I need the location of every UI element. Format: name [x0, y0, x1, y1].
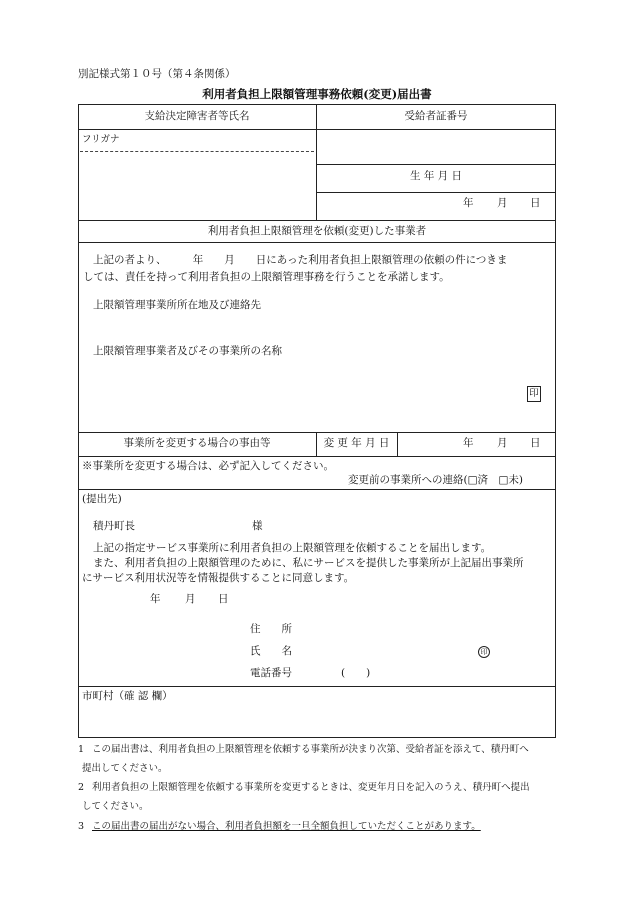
provider-address-label: 上限額管理事業所所在地及び連絡先 [93, 299, 261, 311]
mayor-label: 積丹町長 [93, 520, 135, 532]
submission-year-label: 年 [150, 593, 161, 605]
note-1-number: 1 [78, 744, 85, 755]
birth-year-label: 年 [463, 197, 474, 209]
note-2-line1: 利用者負担の上限額管理を依頼する事業所を変更するときは、変更年月日を記入のうえ、積丹町へ提出 [92, 782, 530, 793]
change-reason-label: 事業所を変更する場合の事由等 [123, 437, 271, 449]
certificate-number-header: 受給者証番号 [404, 110, 468, 122]
applicant-seal-mark: 印 [478, 646, 490, 658]
phone-field[interactable]: ( ) [341, 667, 371, 679]
note-2-number: 2 [78, 782, 85, 793]
applicant-address-field[interactable] [300, 620, 540, 638]
phone-label: 電話番号 [250, 667, 292, 679]
applicant-name-header: 支給決定障害者等氏名 [144, 110, 250, 122]
provider-name-label: 上限額管理事業者及びその事業所の名称 [93, 345, 282, 357]
applicant-address-label: 住 所 [250, 623, 292, 635]
change-date-label: 変 更 年 月 日 [323, 437, 390, 449]
change-note: ※事業所を変更する場合は、必ず記入してください。 [82, 460, 334, 472]
honorific-label: 様 [252, 520, 263, 532]
previous-office-contact[interactable]: 変更前の事業所への連絡(□済 □未) [348, 474, 524, 486]
birth-date-label: 生 年 月 日 [409, 170, 462, 182]
note-1-line2: 提出してください。 [82, 763, 168, 774]
furigana-label: フリガナ [82, 134, 120, 145]
provider-name-field[interactable] [82, 360, 512, 430]
submission-day-label: 日 [218, 593, 229, 605]
form-number: 別記様式第１０号（第４条関係） [78, 68, 236, 80]
note-3-line1: この届出書の届出がない場合、利用者負担額を一旦全額負担していただくことがあります。 [92, 821, 481, 832]
birth-month-label: 月 [497, 197, 508, 209]
note-1-line1: この届出書は、利用者負担の上限額管理を依頼する事業所が決まり次第、受給者証を添えて、積丹町へ [92, 744, 529, 755]
change-month-label: 月 [497, 437, 508, 449]
provider-section-header: 利用者負担上限額管理を依頼(変更)した事業者 [207, 225, 427, 237]
change-day-label: 日 [530, 437, 541, 449]
applicant-name-label: 氏 名 [250, 645, 292, 657]
submission-body-line2: また、利用者負担の上限額管理のために、私にサービスを提供した事業所が上記届出事業所 [93, 557, 524, 569]
change-year-label: 年 [463, 437, 474, 449]
submission-to-label: (提出先) [82, 493, 122, 505]
municipality-field[interactable] [82, 706, 552, 734]
acceptance-text-line2: しては、責任を持って利用者負担の上限額管理事務を行うことを承諾します。 [83, 271, 450, 283]
submission-month-label: 月 [185, 593, 196, 605]
submission-body-line1: 上記の指定サービス事業所に利用者負担の上限額管理を依頼することを届出します。 [93, 542, 492, 554]
certificate-number-field[interactable] [318, 131, 554, 163]
acceptance-text-line1: 上記の者より、 年 月 日にあった利用者負担上限額管理の依頼の件につきま [93, 254, 508, 266]
note-3-number: 3 [78, 821, 85, 832]
provider-seal-stamp: 印 [527, 386, 541, 402]
note-2-line2: してください。 [82, 801, 149, 812]
municipality-label: 市町村（確 認 欄） [82, 690, 173, 702]
applicant-signature-field[interactable] [300, 642, 470, 660]
applicant-name-field[interactable] [80, 153, 314, 219]
birth-day-label: 日 [530, 197, 541, 209]
submission-body-line3: にサービス利用状況等を情報提供することに同意します。 [82, 572, 355, 584]
form-title: 利用者負担上限額管理事務依頼(変更)届出書 [202, 87, 432, 101]
